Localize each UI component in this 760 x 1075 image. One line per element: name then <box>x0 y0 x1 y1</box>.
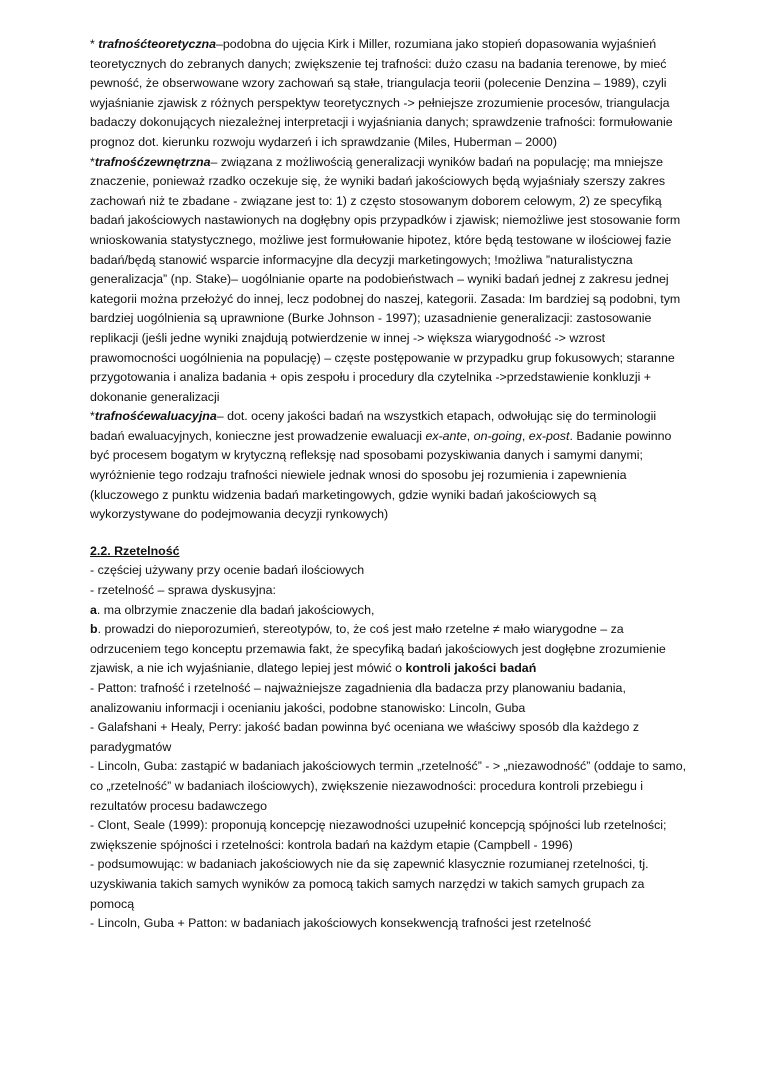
bullet-marker: * <box>90 37 99 51</box>
term-on-going: on-going <box>473 428 522 443</box>
emphasis-kontroli-jakosci: kontroli jakości badań <box>405 661 537 676</box>
item-label: a <box>90 602 97 617</box>
term-ex-post: ex-post <box>528 428 570 443</box>
line-item: - Galafshani + Healy, Perry: jakość badan powinna być oceniana we właściwy sposób dla każdego z paradygmatów <box>90 720 640 754</box>
list-item-b <box>90 620 688 679</box>
spacer <box>90 525 688 542</box>
separator: , <box>521 428 529 443</box>
line-item: - Patton: trafność i rzetelność – najważniejsze zagadnienia dla badacza przy planowaniu badania, analizowaniu informacji i ocenianiu jakości, podobne stanowisko: Lincoln, Guba <box>90 681 626 715</box>
item-text: . ma olbrzymie znaczenie dla badań jakościowych, <box>96 602 375 617</box>
term-trafnosc-teoretyczna: trafnośćteoretyczna <box>98 37 217 51</box>
line-item: - Lincoln, Guba + Patton: w badaniach jakościowych konsekwencją trafności jest rzetelność <box>90 916 592 931</box>
paragraph-trafnosc-zewnetrzna <box>90 153 688 408</box>
paragraph-trafnosc-ewaluacyjna <box>90 407 688 525</box>
term-trafnosc-zewnetrzna: trafnośćzewnętrzna <box>94 154 211 169</box>
section-heading: 2.2. Rzetelność <box>90 543 180 558</box>
paragraph-text: –podobna do ujęcia Kirk i Miller, rozumiana jako stopień dopasowania wyjaśnień teoretycznych do zebranych danych; zwiększenie tej trafności: dużo czasu na badania terenowe, by mieć pewność, że obserwowane wzory zachowań są stałe, triangulacja teorii (polecenie Denzina – 1989), czyli wyjaśnianie zjawisk z różnych perspektyw teoretycznych -> pełniejsze zrozumienie procesów, triangulacja badaczy dokonujących niezależnej interpretacji i wyjaśniania danych; sprawdzenie trafności: formułowanie prognoz dot. kierunku rozwoju wydarzeń i ich sprawdzanie (Miles, Huberman – 2000) <box>90 37 673 149</box>
paragraph-trafnosc-teoretyczna <box>90 35 688 153</box>
line-item: - podsumowując: w badaniach jakościowych nie da się zapewnić klasycznie rozumianej rzetelności, tj. uzyskiwania takich samych wyników za pomocą takich samych narzędzi w takich samych grupach za pomocą <box>90 857 649 911</box>
bullet-marker: * <box>90 154 95 169</box>
term-ex-ante: ex-ante <box>425 428 467 443</box>
separator: , <box>466 428 474 443</box>
line-item: - Clont, Seale (1999): proponują koncepcję niezawodności uzupełnić koncepcją spójności lub rzetelności; zwiększenie spójności i rzetelności: kontrola badań na każdym etapie (Campbell - 1996) <box>90 818 667 852</box>
term-trafnosc-ewaluacyjna: trafnośćewaluacyjna <box>94 409 217 424</box>
item-label: b <box>90 622 98 637</box>
paragraph-text: – dot. oceny jakości badań na wszystkich etapach, odwołując się do terminologii badań ewaluacyjnych, konieczne jest prowadzenie ewaluacji <box>90 409 657 443</box>
line-item: - częściej używany przy ocenie badań ilościowych <box>90 563 365 578</box>
paragraph-text: . Badanie powinno być procesem bogatym w krytyczną refleksję nad sposobami pozyskiwania danych i samymi danymi; wyróżnienie tego rodzaju trafności niewiele jednak wnosi do sposobu jej rozumienia i zapewnienia (kluczowego z punktu widzenia badań marketingowych, gdzie wyniki badań jakościowych są wykorzystywane do podejmowania decyzji rynkowych) <box>90 428 672 522</box>
paragraph-text: – związana z możliwością generalizacji wyników badań na populację; ma mniejsze znaczenie, ponieważ rzadko oczekuje się, że wyniki badań jakościowych będą wyjaśniały szerszy zakres zachowań niż te zbadane - związane jest to: 1) z często stosowanym doborem celowym, 2) ze specyfiką badań jakościowych nastawionych na dogłębny opis przypadków i zjawisk; niemożliwe jest stosowanie form wnioskowania statystycznego, możliwe jest formułowanie hipotez, które będą testowane w ilościowej fazie badań/będą stanowić wsparcie informacyjne dla decyzji marketingowych; !możliwa ”naturalistyczna generalizacja” (np. Stake)– uogólnianie oparte na podobieństwach – wyniki badań jednej z zakresu jednej kategorii można przełożyć do innej, lecz podobnej do naszej, kategorii. Zasada: Im bardziej są podobni, tym bardziej uogólnienia są uprawnione (Burke Johnson - 1997); uzasadnienie generalizacji: zastosowanie replikacji (jeśli jedne wyniki znajdują potwierdzenie w innej -> większa wiarygodność -> wzrost prawomocności uogólnienia na populację) – częste postępowanie w przypadku grup fokusowych; staranne przygotowania i analiza badania + opis zespołu i procedury dla czytelnika ->przedstawienie konkluzji + dokonanie generalizacji <box>90 154 681 404</box>
list-item-a <box>90 601 688 621</box>
line-item: - rzetelność – sprawa dyskusyjna: <box>90 583 276 598</box>
bullet-marker: * <box>90 409 95 424</box>
line-item: - Lincoln, Guba: zastąpić w badaniach jakościowych termin „rzetelność” - > „niezawodność” (oddaje to samo, co „rzetelność” w badaniach ilościowych), zwiększenie niezawodności: procedura kontroli przebiegu i rezultatów procesu badawczego <box>90 759 687 813</box>
item-text: . prowadzi do nieporozumień, stereotypów, to, że coś jest mało rzetelne ≠ mało wiarygodne – za odrzuceniem tego konceptu przemawia fakt, że specyfiką badań jakościowych jest dogłębne zrozumienie zjawisk, a nie ich wyjaśnianie, dlatego lepiej jest mówić o <box>90 622 666 676</box>
